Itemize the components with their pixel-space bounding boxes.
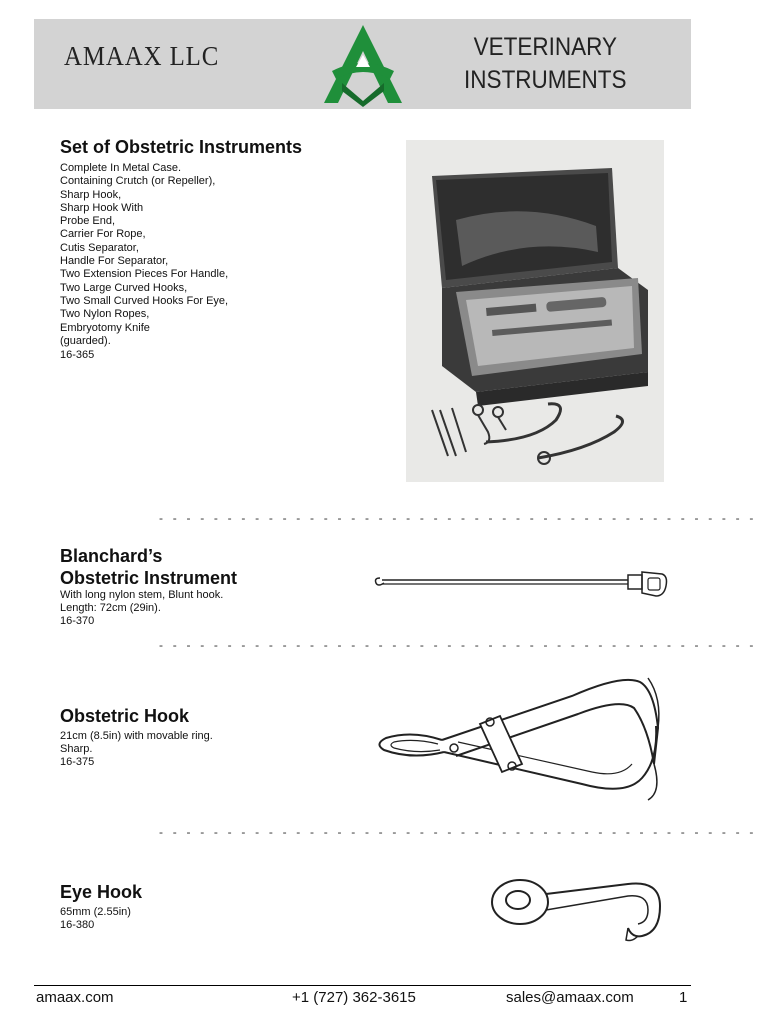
product-title: Eye Hook [60,882,143,902]
section-divider: - - - - - - - - - - - - - - - - - - - - - - - - - - - - - - - - - - - - - - - - - - - - [159,511,757,525]
product-code: 16-380 [60,919,95,931]
page-header [34,19,691,109]
product-title: Obstetric Hook [60,706,190,726]
catalog-title-line2: INSTRUMENTS [464,66,627,94]
footer-website-link[interactable]: amaax.com [36,989,114,1006]
page-number: 1 [679,989,688,1006]
product-description: 65mm (2.55in) [60,906,131,918]
obstetric-hook-drawing [372,668,670,808]
footer-divider [34,985,691,986]
product-code: 16-365 [60,349,95,361]
product-description: 21cm (8.5in) with movable ring. Sharp. [60,730,213,756]
product-title: Set of Obstetric Instruments [60,137,303,157]
footer-phone[interactable]: +1 (727) 362-3615 [292,989,416,1006]
product-code: 16-375 [60,756,95,768]
blanchard-instrument-drawing [370,566,672,604]
product-description: Complete In Metal Case. Containing Crutch (or Repeller), Sharp Hook, Sharp Hook With Probe End, Carrier For Rope, Cutis Separator, Handle For Separator, Two Extension Pieces For Handle, Two Large Curved Hooks, Two Small Curved Hooks For Eye, Two Nylon Ropes, Embryotomy Knife (guarded). [60,162,229,347]
product-title-line1: Blanchard’s [60,546,163,566]
section-divider: - - - - - - - - - - - - - - - - - - - - - - - - - - - - - - - - - - - - - - - - - - - - [159,825,757,839]
catalog-title-line1: VETERINARY [474,33,618,61]
footer-email-link[interactable]: sales@amaax.com [506,989,634,1006]
obstetric-set-photo [406,140,664,482]
product-code: 16-370 [60,615,95,627]
catalog-title [464,31,627,97]
eye-hook-drawing [488,866,668,948]
product-description: With long nylon stem, Blunt hook. Length: 72cm (29in). [60,589,224,615]
section-divider: - - - - - - - - - - - - - - - - - - - - - - - - - - - - - - - - - - - - - - - - - - - - [159,638,757,652]
amaax-logo-icon [318,21,408,107]
company-name: AMAAX LLC [64,41,220,71]
product-title-line2: Obstetric Instrument [60,568,238,588]
